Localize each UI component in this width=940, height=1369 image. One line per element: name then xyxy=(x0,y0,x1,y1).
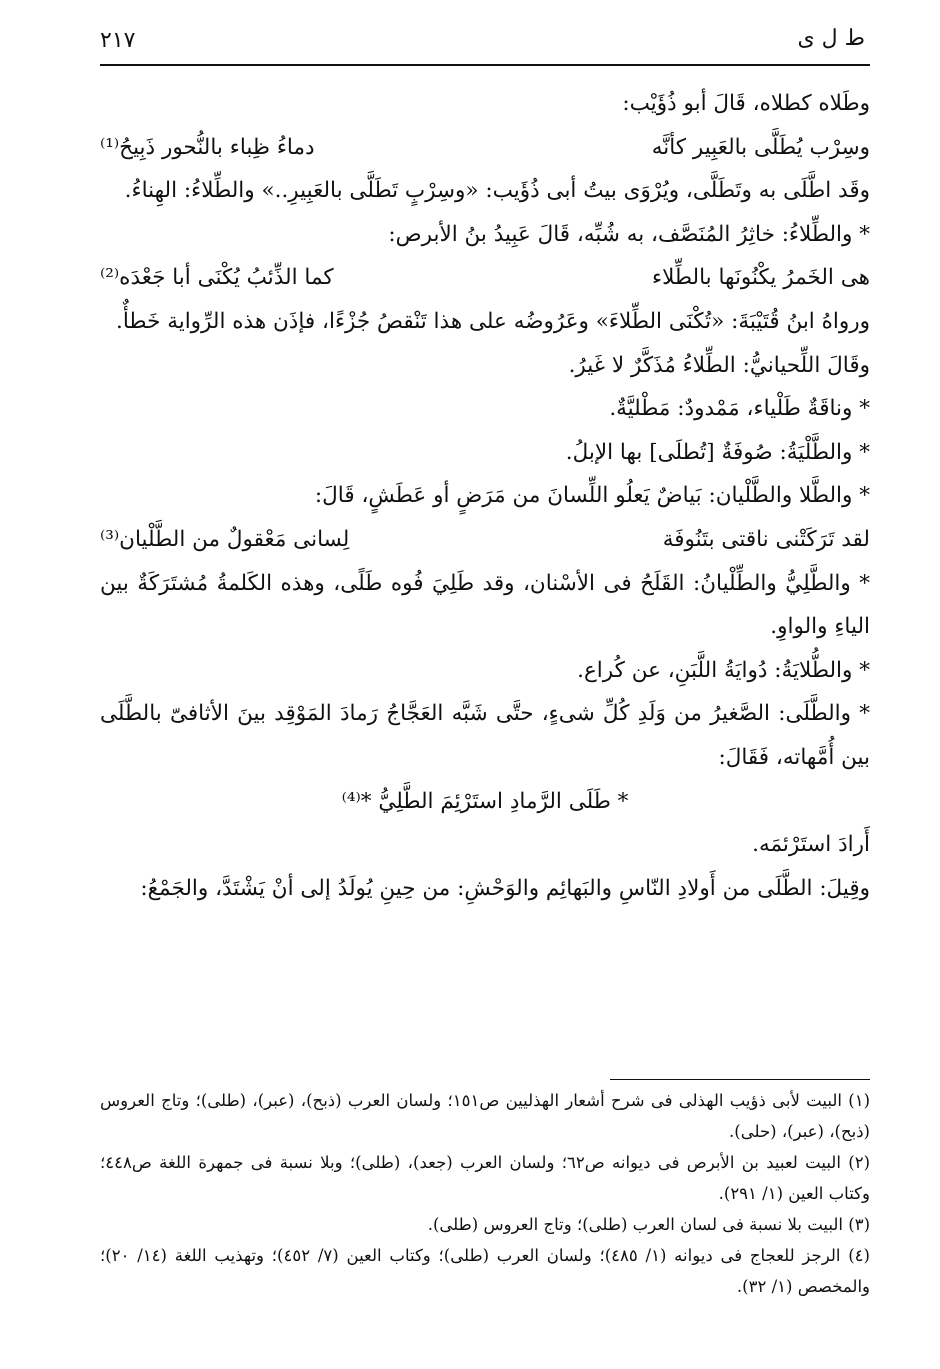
verse-hemistich-first: وسِرْب يُطَلَّى بالعَبِير كأنَّه xyxy=(651,134,870,160)
paragraph: وقَد اطَّلَى به وتَطَلَّى، ويُرْوَى بيتُ أبى ذُؤَيب: «وسِرْبٍ تَطَلَّى بالعَبِيرِ..» والطِّلاءُ: الهِناءُ. xyxy=(124,178,870,204)
main-text xyxy=(100,82,870,910)
footnote-rule xyxy=(610,1079,870,1080)
verse-hemistich-second: دماءُ ظِباء بالنُّحور ذَبِيحُ⁽¹⁾ xyxy=(100,134,315,160)
paragraph: * والطُّلايَةُ: دُوايَةُ اللَّبَنِ، عن كُراع. xyxy=(577,657,870,683)
footnote: (١) البيت لأبى ذؤيب الهذلى فى شرح أشعار الهذليين ص١٥١؛ ولسان العرب (ذبح)، (عبر)، (طلى)؛ وتاج العروس (ذبح)، (عبر)، (حلى). xyxy=(100,1091,870,1141)
verse-hemistich-first: هى الخَمرُ يكْنُونَها بالطِّلاء xyxy=(651,265,870,291)
rajaz-line: * طَلَى الرَّمادِ استَرْئِمَ الطَّلِيُّ *⁽⁴⁾ xyxy=(341,788,629,814)
paragraph: ورواهُ ابنُ قُتَيْبَةَ: «تُكْنَى الطِّلاءَ» وعَرُوضُه على هذا تَنْقصُ جُزْءًا، فإذَن هذه الرِّواية خَطأٌ. xyxy=(116,308,870,334)
header-rule xyxy=(100,64,870,66)
verse-hemistich-second: لِسانى مَعْقولٌ من الطَّلْيان⁽³⁾ xyxy=(100,526,350,552)
verse-line xyxy=(100,518,870,562)
footnote: (٣) البيت بلا نسبة فى لسان العرب (طلى)؛ وتاج العروس (طلى). xyxy=(427,1215,870,1234)
paragraph: * والطَّلِيُّ والطِّلْيانُ: القَلَحُ فى الأسْنان، وقد طَلِيَ فُوه طَلًى، وهذه الكَلمةُ مُشتَرَكَةٌ بين الياءِ والواوِ. xyxy=(100,570,870,640)
paragraph: * وناقَةٌ طَلْياء، مَمْدودٌ: مَطْليَّةٌ. xyxy=(609,396,870,422)
paragraph: وطَلاه كطلاه، قَالَ أبو ذُؤَيْب: xyxy=(622,91,870,116)
paragraph: وقَالَ اللِّحيانيُّ: الطِّلاءُ مُذَكَّرٌ لا غَيرُ. xyxy=(568,352,870,378)
footnote: (٢) البيت لعبيد بن الأبرص فى ديوانه ص٦٢؛ ولسان العرب (جعد)، (طلى)؛ وبلا نسبة فى جمهرة اللغة ص٤٤٨؛ وكتاب العين (١/ ٢٩١). xyxy=(100,1153,870,1203)
verse-hemistich-first: لقد تَرَكَتْنى ناقتى بتَنُوفَة xyxy=(662,526,870,552)
paragraph: * والطِّلاءُ: خاثِرُ المُنَصَّف، به شُبِّه، قَالَ عَبِيدُ بنُ الأبرص: xyxy=(388,221,870,247)
paragraph: * والطَّلَى: الصَّغيرُ من وَلَدِ كُلِّ شىءٍ، حتَّى شَبَّه العَجَّاجُ رَمادَ المَوْقِد بينَ الأثافىّ بالطَّلَى بين أُمَّهاته، فَقَالَ: xyxy=(100,701,870,770)
verse-line xyxy=(100,126,870,170)
paragraph: * والطَّلا والطَّلْيان: بَياضٌ يَعلُو اللِّسانَ من مَرَضٍ أو عَطَشٍ، قَالَ: xyxy=(314,483,870,509)
page-number: ٢١٧ xyxy=(100,28,136,53)
running-title: ط ل ى xyxy=(797,26,865,51)
paragraph: أَرادَ استَرْئمَه. xyxy=(752,832,870,858)
verse-line xyxy=(100,256,870,300)
verse-hemistich-second: كما الذِّئبُ يُكْنَى أبا جَعْدَه⁽²⁾ xyxy=(100,265,334,291)
footnote: (٤) الرجز للعجاج فى ديوانه (١/ ٤٨٥)؛ ولسان العرب (طلى)؛ وكتاب العين (٧/ ٤٥٢)؛ وتهذيب اللغة (١٤/ ٢٠)؛ والمخصص (١/ ٣٢). xyxy=(100,1246,870,1296)
paragraph: وقِيلَ: الطَّلَى من أَولادِ النّاسِ والبَهائِم والوَحْشِ: من حِينِ يُولَدُ إلى أنْ يَشْتَدَّ، والجَمْعُ: xyxy=(140,875,870,901)
paragraph: * والطَّلْيَةُ: صُوفَةٌ [تُطلَى] بها الإبلُ. xyxy=(565,439,870,465)
footnotes xyxy=(100,1085,870,1302)
